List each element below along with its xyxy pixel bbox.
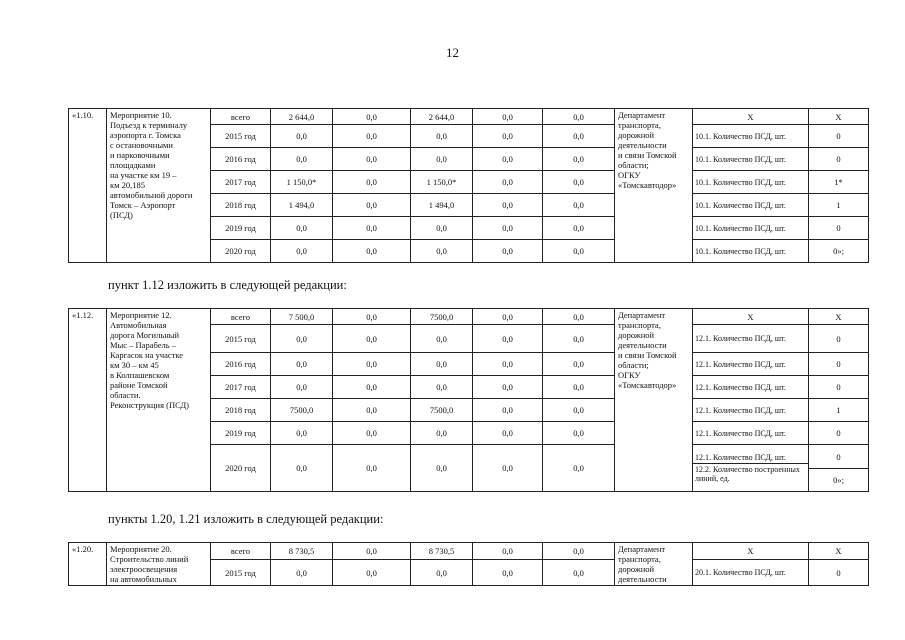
executor-line: и связи Томской	[618, 350, 677, 360]
amount-cell: 0,0	[473, 148, 543, 171]
table-activity-1-12	[68, 308, 869, 492]
amount-cell: 0,0	[333, 309, 411, 325]
activity-name-line: на участке км 19 –	[110, 170, 177, 180]
amount-cell: 7500,0	[271, 399, 333, 422]
indicator-value: Х	[809, 309, 869, 325]
executor-line: ОГКУ	[618, 370, 641, 380]
indicator-cell: 10.1. Количество ПСД, шт.	[693, 125, 809, 148]
executor-line: транспорта,	[618, 120, 661, 130]
item-number: «1.20.	[69, 543, 107, 586]
indicator-value-text: 0	[809, 446, 868, 469]
executor-cell	[615, 109, 693, 263]
amount-cell: 0,0	[333, 171, 411, 194]
amount-cell: 0,0	[411, 217, 473, 240]
amount-cell: 7500,0	[411, 399, 473, 422]
indicator-cell: 12.1. Количество ПСД, шт.	[693, 353, 809, 376]
executor-line: «Томскавтодор»	[618, 180, 677, 190]
period-cell: 2018 год	[211, 194, 271, 217]
table-row	[69, 109, 869, 125]
amount-cell: 0,0	[543, 125, 615, 148]
activity-name-line: Мероприятие 12.	[110, 310, 172, 320]
item-number: «1.12.	[69, 309, 107, 492]
indicator-value: Х	[809, 543, 869, 560]
executor-cell	[615, 543, 693, 586]
amount-cell: 0,0	[333, 560, 411, 586]
indicator-value-text: 0»;	[833, 474, 844, 485]
amount-cell: 0,0	[411, 240, 473, 263]
amount-cell: 0,0	[473, 353, 543, 376]
indicator-value: 0	[809, 148, 869, 171]
activity-name-line: км 20,185	[110, 180, 146, 190]
activity-name-line: Томск – Аэропорт	[110, 200, 176, 210]
amount-cell: 0,0	[333, 445, 411, 492]
period-cell: 2018 год	[211, 399, 271, 422]
executor-line: дорожной	[618, 130, 655, 140]
amount-cell: 0,0	[411, 353, 473, 376]
amount-cell: 0,0	[543, 445, 615, 492]
amount-cell: 0,0	[411, 148, 473, 171]
executor-line: деятельности	[618, 140, 667, 150]
paragraph-item-1-12: пункт 1.12 изложить в следующей редакции:	[108, 278, 347, 292]
amount-cell: 0,0	[473, 217, 543, 240]
activity-name-line: на автомобильных	[110, 574, 177, 584]
amount-cell: 0,0	[473, 125, 543, 148]
amount-cell: 0,0	[271, 325, 333, 353]
table-activity-1-20	[68, 542, 869, 586]
activity-name-line: Каргасок на участке	[110, 350, 184, 360]
amount-cell: 7 500,0	[271, 309, 333, 325]
amount-cell: 0,0	[333, 376, 411, 399]
amount-cell: 0,0	[473, 240, 543, 263]
executor-line: транспорта,	[618, 554, 661, 564]
activity-name-line: и парковочными	[110, 150, 170, 160]
amount-cell: 0,0	[271, 422, 333, 445]
amount-cell: 0,0	[473, 194, 543, 217]
indicator-value: 0	[809, 560, 869, 586]
indicator-cell: 10.1. Количество ПСД, шт.	[693, 240, 809, 263]
amount-cell: 0,0	[543, 399, 615, 422]
amount-cell: 0,0	[271, 353, 333, 376]
amount-cell: 0,0	[543, 325, 615, 353]
amount-cell: 8 730,5	[411, 543, 473, 560]
indicator-cell: 10.1. Количество ПСД, шт.	[693, 217, 809, 240]
executor-line: ОГКУ	[618, 170, 641, 180]
amount-cell: 0,0	[271, 125, 333, 148]
amount-cell: 0,0	[543, 194, 615, 217]
table-row	[69, 543, 869, 560]
executor-line: Департамент	[618, 110, 666, 120]
executor-line: области;	[618, 160, 649, 170]
amount-cell: 0,0	[543, 560, 615, 586]
amount-cell: 0,0	[543, 376, 615, 399]
activity-name-line: районе Томской	[110, 380, 168, 390]
amount-cell: 0,0	[543, 422, 615, 445]
activity-name-line: Подъезд к терминалу	[110, 120, 188, 130]
indicator-value: Х	[809, 109, 869, 125]
amount-cell: 0,0	[473, 422, 543, 445]
period-cell: 2019 год	[211, 422, 271, 445]
period-cell: 2015 год	[211, 560, 271, 586]
activity-name-line: Реконструкция (ПСД)	[110, 400, 189, 410]
amount-cell: 0,0	[543, 109, 615, 125]
indicator-cell: Х	[693, 109, 809, 125]
amount-cell: 0,0	[333, 240, 411, 263]
indicator-value: 0	[809, 325, 869, 353]
amount-cell: 0,0	[333, 194, 411, 217]
period-cell: 2015 год	[211, 325, 271, 353]
amount-cell: 0,0	[473, 325, 543, 353]
activity-name-line: области.	[110, 390, 141, 400]
amount-cell: 0,0	[271, 560, 333, 586]
activity-name-line: Строительство линий	[110, 554, 189, 564]
period-cell: 2020 год	[211, 240, 271, 263]
amount-cell: 0,0	[473, 543, 543, 560]
amount-cell: 7500,0	[411, 309, 473, 325]
amount-cell: 2 644,0	[411, 109, 473, 125]
activity-name	[107, 109, 211, 263]
amount-cell: 0,0	[473, 560, 543, 586]
indicator-cell: 12.1. Количество ПСД, шт.	[693, 422, 809, 445]
indicator-cell: 12.1. Количество ПСД, шт.	[693, 325, 809, 353]
amount-cell: 0,0	[271, 445, 333, 492]
indicator-value	[809, 445, 869, 492]
amount-cell: 0,0	[543, 148, 615, 171]
activity-name	[107, 309, 211, 492]
amount-cell: 1 494,0	[411, 194, 473, 217]
amount-cell: 0,0	[473, 109, 543, 125]
indicator-value: 0»;	[809, 240, 869, 263]
amount-cell: 0,0	[333, 399, 411, 422]
executor-line: деятельности	[618, 340, 667, 350]
indicator-value: 0	[809, 125, 869, 148]
activity-name-line: автомобильной дороги	[110, 190, 193, 200]
amount-cell: 0,0	[411, 125, 473, 148]
amount-cell: 0,0	[473, 445, 543, 492]
executor-line: дорожной	[618, 564, 655, 574]
amount-cell: 0,0	[411, 325, 473, 353]
activity-name-line: с остановочными	[110, 140, 173, 150]
executor-line: Департамент	[618, 544, 666, 554]
amount-cell: 0,0	[271, 217, 333, 240]
amount-cell: 0,0	[411, 445, 473, 492]
amount-cell: 0,0	[271, 240, 333, 263]
amount-cell: 0,0	[411, 560, 473, 586]
period-cell: 2017 год	[211, 376, 271, 399]
table-row	[69, 309, 869, 325]
amount-cell: 0,0	[543, 309, 615, 325]
activity-name-line: Автомобильная	[110, 320, 167, 330]
executor-line: области;	[618, 360, 649, 370]
amount-cell: 0,0	[333, 148, 411, 171]
activity-name-line: (ПСД)	[110, 210, 133, 220]
executor-line: Департамент	[618, 310, 666, 320]
amount-cell: 0,0	[473, 399, 543, 422]
period-cell: 2017 год	[211, 171, 271, 194]
table-activity-1-10	[68, 108, 869, 263]
amount-cell: 0,0	[543, 217, 615, 240]
amount-cell: 0,0	[473, 376, 543, 399]
amount-cell: 0,0	[333, 125, 411, 148]
period-cell: 2016 год	[211, 353, 271, 376]
executor-cell	[615, 309, 693, 492]
indicator-cell: 12.1. Количество ПСД. шт.	[693, 376, 809, 399]
period-cell: 2019 год	[211, 217, 271, 240]
indicator-cell	[693, 445, 809, 492]
amount-cell: 0,0	[333, 325, 411, 353]
amount-cell: 0,0	[333, 353, 411, 376]
period-cell: всего	[211, 543, 271, 560]
indicator-value: 1*	[809, 171, 869, 194]
amount-cell: 0,0	[543, 543, 615, 560]
amount-cell: 0,0	[333, 109, 411, 125]
indicator-cell: 10.1. Количество ПСД, шт.	[693, 148, 809, 171]
period-cell: 2020 год	[211, 445, 271, 492]
paragraph-items-1-20-1-21: пункты 1.20, 1.21 изложить в следующей редакции:	[108, 512, 384, 526]
indicator-cell: Х	[693, 543, 809, 560]
indicator-value: 0	[809, 353, 869, 376]
indicator-cell: Х	[693, 309, 809, 325]
period-cell: 2016 год	[211, 148, 271, 171]
amount-cell: 0,0	[411, 422, 473, 445]
indicator-cell: 10.1. Количество ПСД, шт.	[693, 171, 809, 194]
activity-name-line: км 30 – км 45	[110, 360, 159, 370]
indicator-value: 0	[809, 217, 869, 240]
executor-line: дорожной	[618, 330, 655, 340]
indicator-value: 1	[809, 399, 869, 422]
activity-name-line: Мероприятие 20.	[110, 544, 172, 554]
amount-cell: 0,0	[333, 422, 411, 445]
amount-cell: 0,0	[473, 171, 543, 194]
indicator-text: 12.1. Количество ПСД, шт.	[693, 452, 808, 464]
amount-cell: 0,0	[271, 148, 333, 171]
amount-cell: 0,0	[473, 309, 543, 325]
period-cell: 2015 год	[211, 125, 271, 148]
amount-cell: 1 494,0	[271, 194, 333, 217]
executor-line: транспорта,	[618, 320, 661, 330]
period-cell: всего	[211, 309, 271, 325]
indicator-value: 1	[809, 194, 869, 217]
amount-cell: 0,0	[333, 543, 411, 560]
amount-cell: 0,0	[543, 240, 615, 263]
indicator-value: 0	[809, 422, 869, 445]
activity-name-line: Мероприятие 10.	[110, 110, 172, 120]
amount-cell: 0,0	[333, 217, 411, 240]
amount-cell: 1 150,0*	[411, 171, 473, 194]
activity-name-line: Мыс – Парабель –	[110, 340, 176, 350]
indicator-cell: 20.1. Количество ПСД, шт.	[693, 560, 809, 586]
activity-name-line: дорога Могильный	[110, 330, 180, 340]
executor-line: деятельности	[618, 574, 667, 584]
amount-cell: 0,0	[271, 376, 333, 399]
amount-cell: 1 150,0*	[271, 171, 333, 194]
indicator-cell: 12.1. Количество ПСД, шт.	[693, 399, 809, 422]
item-number: «1.10.	[69, 109, 107, 263]
indicator-cell: 10.1. Количество ПСД, шт.	[693, 194, 809, 217]
activity-name-line: аэропорта г. Томска	[110, 130, 181, 140]
activity-name-line: в Колпашевском	[110, 370, 170, 380]
page-number: 12	[446, 45, 459, 60]
amount-cell: 2 644,0	[271, 109, 333, 125]
executor-line: и связи Томской	[618, 150, 677, 160]
amount-cell: 0,0	[543, 171, 615, 194]
amount-cell: 0,0	[543, 353, 615, 376]
indicator-value: 0	[809, 376, 869, 399]
indicator-text: 12.2. Количество построенных линий, ед.	[695, 465, 800, 483]
amount-cell: 8 730,5	[271, 543, 333, 560]
executor-line: «Томскавтодор»	[618, 380, 677, 390]
amount-cell: 0,0	[411, 376, 473, 399]
period-cell: всего	[211, 109, 271, 125]
activity-name-line: площадками	[110, 160, 156, 170]
activity-name	[107, 543, 211, 586]
activity-name-line: электроосвещения	[110, 564, 178, 574]
